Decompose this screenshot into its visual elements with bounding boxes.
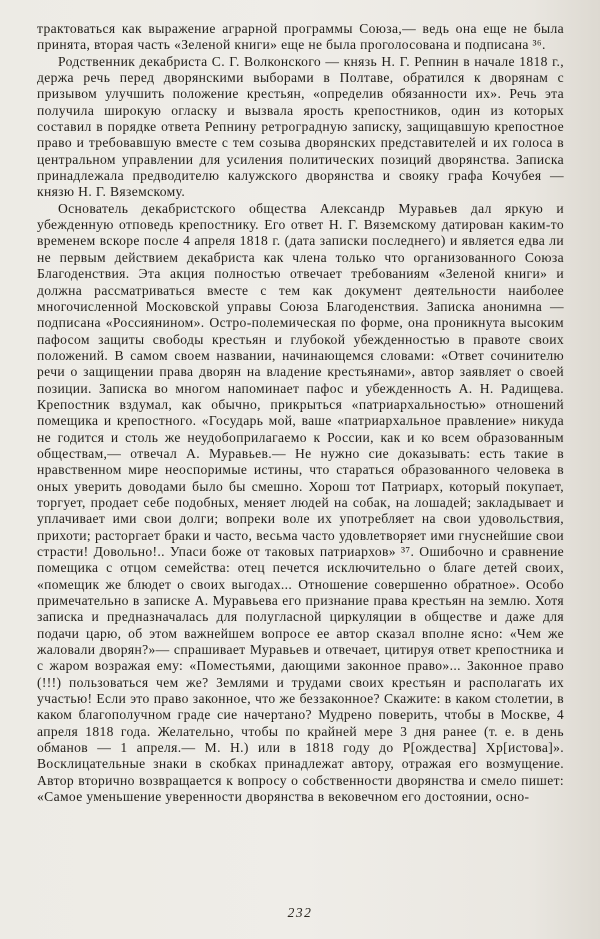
page-number: 232 xyxy=(287,905,313,920)
paragraph: Родственник декабриста С. Г. Волконского — князь Н. Г. Репнин в начале 1818 г., держа речь перед дворянскими выборами в Полтаве, обратился к дворянам с призывом улучшить положение крестьян, «определив обязанности их». Речь эта получила широкую огласку и вызвала ярость крепостников, один из которых составил в порядке ответа Репнину ретроградную записку, защищавшую крепостное право и требовавшую вместе с тем созыва дворянских представителей и их голоса в центральном управлении для усиления политических позиций дворянства. Записка принадлежала предводителю калужского дворянства и свояку графа Кочубея — князю Н. Г. Вяземскому. xyxy=(37,53,564,200)
paragraph: трактоваться как выражение аграрной программы Союза,— ведь она еще не была принята, вторая часть «Зеленой книги» еще не была проголосована и подписана ³⁶. xyxy=(37,21,564,53)
page-text xyxy=(37,21,564,806)
paragraph: Основатель декабристского общества Александр Муравьев дал яркую и убежденную отповедь крепостнику. Его ответ Н. Г. Вяземскому датирован каким-то временем вскоре после 4 апреля 1818 г. (дата записки последнего) и является едва ли не первым действием декабриста как члена только что организованного Союза Благоденствия. Эта акция полностью отвечает требованиям «Зеленой книги» и должна рассматриваться вместе с тем как документ деятельности наиболее многочисленной Московской управы Союза Благоденствия. Записка анонимна — подписана «Россиянином». Остро-полемическая по форме, она проникнута высоким пафосом защиты свободы крестьян и глубокой убежденностью в правоте своих положений. В самом своем названии, начинающемся словами: «Ответ сочинителю речи о защищении права дворян на владение крестьянами», автор заявляет о своей позиции. Записка во многом напоминает пафос и убежденность А. Н. Радищева. Крепостник вздумал, как обычно, прикрыться «патриархальностью» отношений помещика и крепостного. «Государь мой, ваше «патриархальное правление» никуда не годится и столь же неудобоприлагаемо к России, как и ко всем образованным обществам,— отвечал А. Муравьев.— Не нужно сие доказывать: есть такие в нравственном мире неоспоримые истины, что стараться образованного человека в оных уверить доводами было бы смешно. Хорош тот Патриарх, который покупает, торгует, продает себе подобных, меняет людей на собак, на лошадей; закладывает и уплачивает ими свои долги; вопреки воле их употребляет на свои удовольствия, прихоти; расторгает браки и часто, весьма часто удовлетворяет ими гнуснейшие свои страсти! Довольно!.. Упаси боже от таковых патриархов» ³⁷. Ошибочно и сравнение помещика с отцом семейства: отец печется исключительно о благе детей своих, «помещик же блюдет о своих выгодах... Отношение совершенно обратное». Особо примечательно в записке А. Муравьева его признание права крестьян на землю. Хотя записка и предназначалась для полугласной циркуляции в обществе и даже для подачи царю, об этом важнейшем вопросе ее автор сказал вполне ясно: «Чем же жаловали дворян?»— спрашивает Муравьев и отвечает, цитируя ответ крепостника и с жаром возражая ему: «Поместьями, дающими законное право»... Законное право (!!!) пользоваться чем же? Землями и трудами своих крестьян и располагать их участью! Если это право законное, что же беззаконное? Скажите: в каком столетии, в каком благополучном граде сие начертано? Мудрено поверить, чтобы в Москве, 4 апреля 1818 года. Желательно, чтобы по крайней мере 3 дня ранее (т. е. в день обманов — 1 апреля.— М. Н.) или в 1818 году до Р[ождества] Хр[истова]». Восклицательные знаки в скобках принадлежат автору, отражая его возмущение. Автор вторично возвращается к вопросу о собственности дворянства и смело пишет: «Самое уменьшение уверенности дворянства в вековечном его достоянии, осно- xyxy=(37,200,564,805)
